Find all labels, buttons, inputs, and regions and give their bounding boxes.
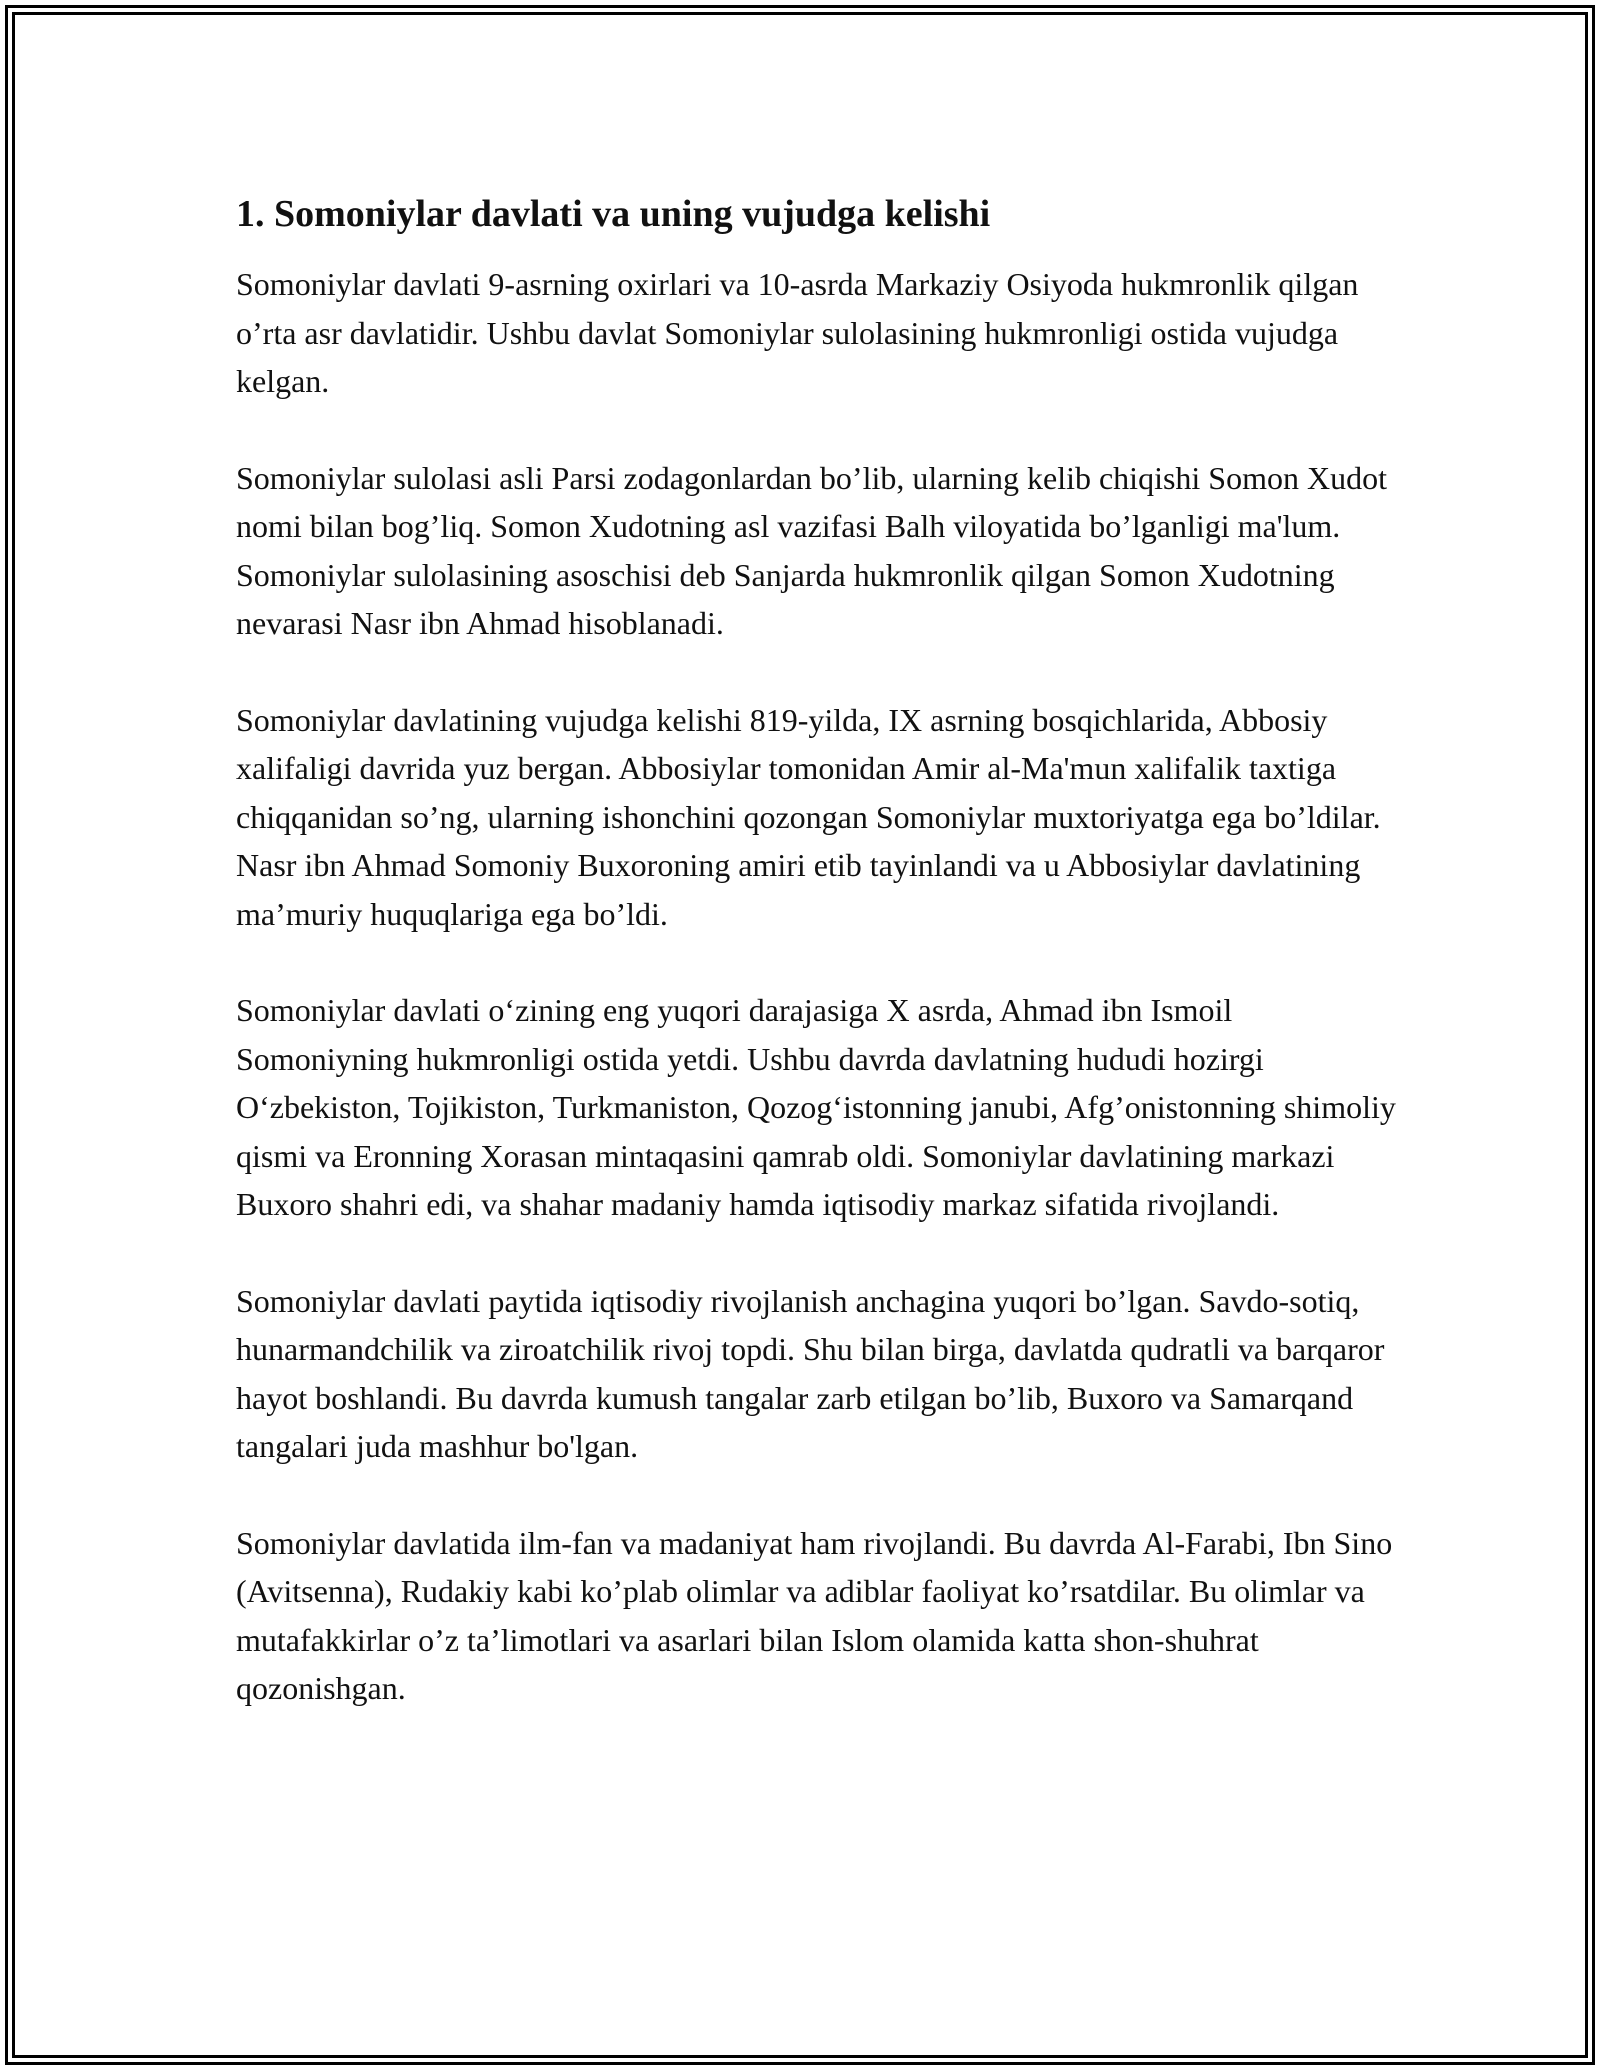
paragraph-2: Somoniylar sulolasi asli Parsi zodagonlardan bo’lib, ularning kelib chiqishi Somon Xudot nomi bilan bog’liq. Somon Xudotning asl vazifasi Balh viloyatida bo’lganligi ma'lum. Somoniylar sulolasining asoschisi deb Sanjarda hukmronlik qilgan Somon Xudotning nevarasi Nasr ibn Ahmad hisoblanadi. [236, 459, 1387, 641]
paragraph-6: Somoniylar davlatida ilm-fan va madaniyat ham rivojlandi. Bu davrda Al-Farabi, Ibn Sino (Avitsenna), Rudakiy kabi ko’plab olimlar va adiblar faoliyat ko’rsatdilar. Bu olimlar va mutafakkirlar o’z ta’limotlari va asarlari bilan Islom olamida katta shon-shuhrat qozonishgan. [236, 1524, 1393, 1706]
document-body [236, 186, 1406, 1761]
paragraph-1: Somoniylar davlati 9-asrning oxirlari va 10-asrda Markaziy Osiyoda hukmronlik qilgan o’rta asr davlatidir. Ushbu davlat Somoniylar sulolasining hukmronligi ostida vujudga kelgan. [236, 266, 1359, 399]
paragraph-3: Somoniylar davlatining vujudga kelishi 819-yilda, IX asrning bosqichlarida, Abbosiy xalifaligi davrida yuz bergan. Abbosiylar tomonidan Amir al-Ma'mun xalifalik taxtiga chiqqanidan so’ng, ularning ishonchini qozongan Somoniylar muxtoriyatga ega bo’ldilar. Nasr ibn Ahmad Somoniy Buxoroning amiri etib tayinlandi va u Abbosiylar davlatining ma’muriy huquqlariga ega bo’ldi. [236, 701, 1381, 932]
paragraph-5: Somoniylar davlati paytida iqtisodiy rivojlanish anchagina yuqori bo’lgan. Savdo-sotiq, hunarmandchilik va ziroatchilik rivoj topdi. Shu bilan birga, davlatda qudratli va barqaror hayot boshlandi. Bu davrda kumush tangalar zarb etilgan bo’lib, Buxoro va Samarqand tangalari juda mashhur bo'lgan. [236, 1282, 1385, 1464]
section-title: 1. Somoniylar davlati va uning vujudga kelishi [236, 193, 991, 235]
paragraph-4: Somoniylar davlati o‘zining eng yuqori darajasiga X asrda, Ahmad ibn Ismoil Somoniyning hukmronligi ostida yetdi. Ushbu davrda davlatning hududi hozirgi O‘zbekiston, Tojikiston, Turkmaniston, Qozog‘istonning janubi, Afg’onistonning shimoliy qismi va Eronning Xorasan mintaqasini qamrab oldi. Somoniylar davlatining markazi Buxoro shahri edi, va shahar madaniy hamda iqtisodiy markaz sifatida rivojlandi. [236, 992, 1396, 1222]
